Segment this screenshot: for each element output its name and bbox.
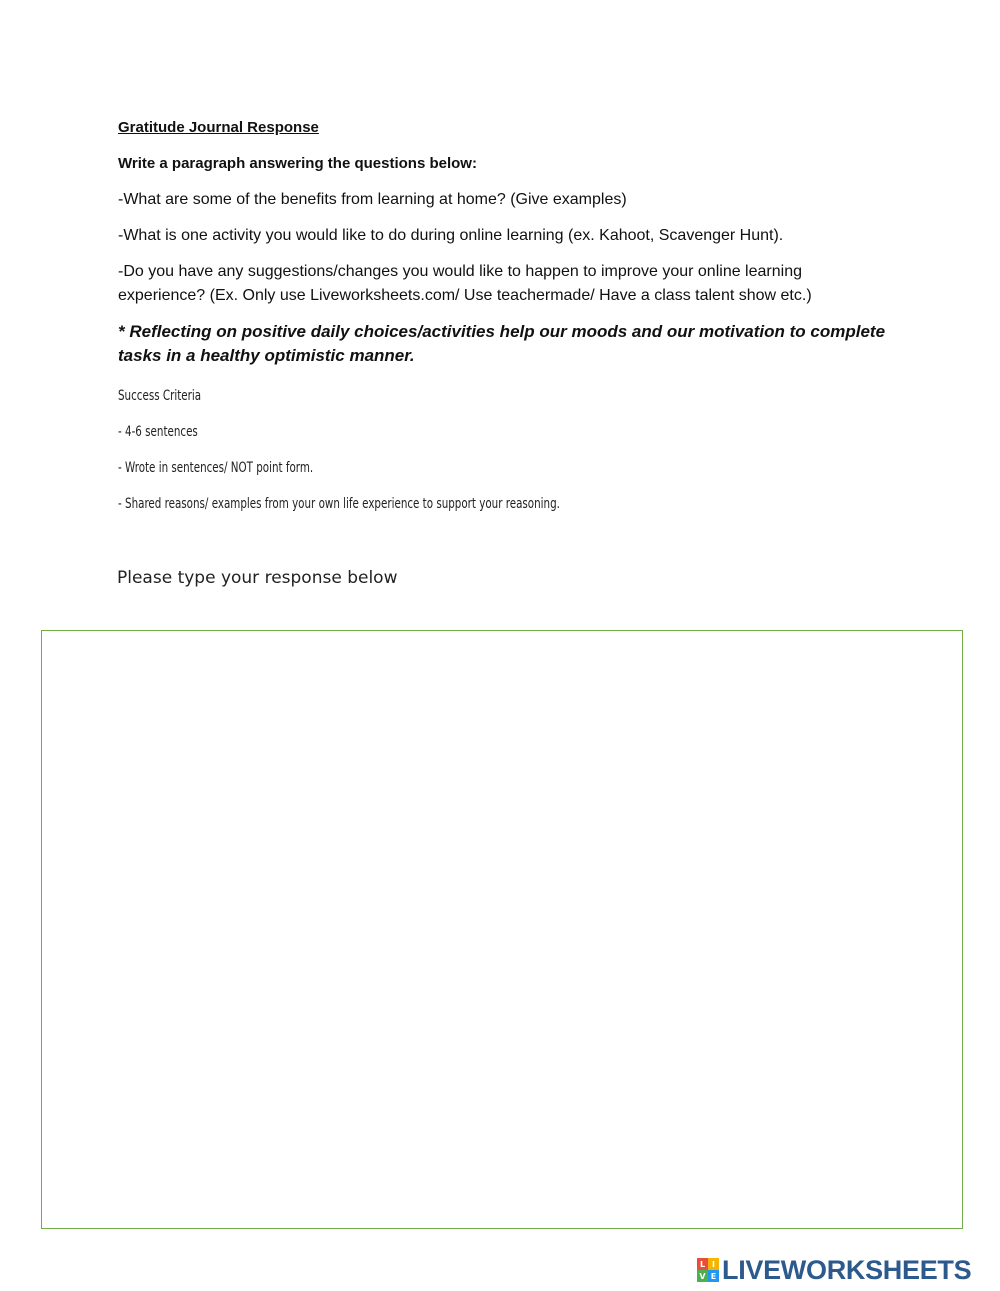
question-3: -Do you have any suggestions/changes you would like to happen to improve your online learning experience? (Ex. Only use Liveworksheets.com/ Use teachermade/ Have a class talent show etc.) bbox=[118, 263, 812, 304]
response-prompt: Please type your response below bbox=[117, 568, 398, 588]
worksheet-content bbox=[118, 116, 888, 530]
brand-name: LIVEWORKSHEETS bbox=[722, 1254, 972, 1285]
response-textarea[interactable] bbox=[41, 630, 963, 1229]
success-criteria-item: - Wrote in sentences/ NOT point form. bbox=[118, 460, 314, 476]
instruction-text: Write a paragraph answering the questions below: bbox=[118, 155, 477, 172]
success-criteria-item: - Shared reasons/ examples from your own life experience to support your reasoning. bbox=[118, 496, 560, 512]
logo-letter: I bbox=[708, 1258, 719, 1270]
liveworksheets-brand[interactable] bbox=[697, 1256, 971, 1284]
liveworksheets-logo-icon bbox=[697, 1258, 719, 1282]
success-criteria-heading: Success Criteria bbox=[118, 388, 202, 404]
success-criteria-item: - 4-6 sentences bbox=[118, 424, 198, 440]
logo-letter: V bbox=[697, 1270, 708, 1282]
logo-letter: E bbox=[708, 1270, 719, 1282]
question-1: -What are some of the benefits from learning at home? (Give examples) bbox=[118, 191, 627, 208]
logo-letter: L bbox=[697, 1258, 708, 1270]
worksheet-title: Gratitude Journal Response bbox=[118, 119, 319, 136]
question-2: -What is one activity you would like to do during online learning (ex. Kahoot, Scavenger Hunt). bbox=[118, 227, 784, 244]
reflection-note: * Reflecting on positive daily choices/activities help our moods and our motivation to complete tasks in a healthy optimistic manner. bbox=[118, 322, 886, 365]
